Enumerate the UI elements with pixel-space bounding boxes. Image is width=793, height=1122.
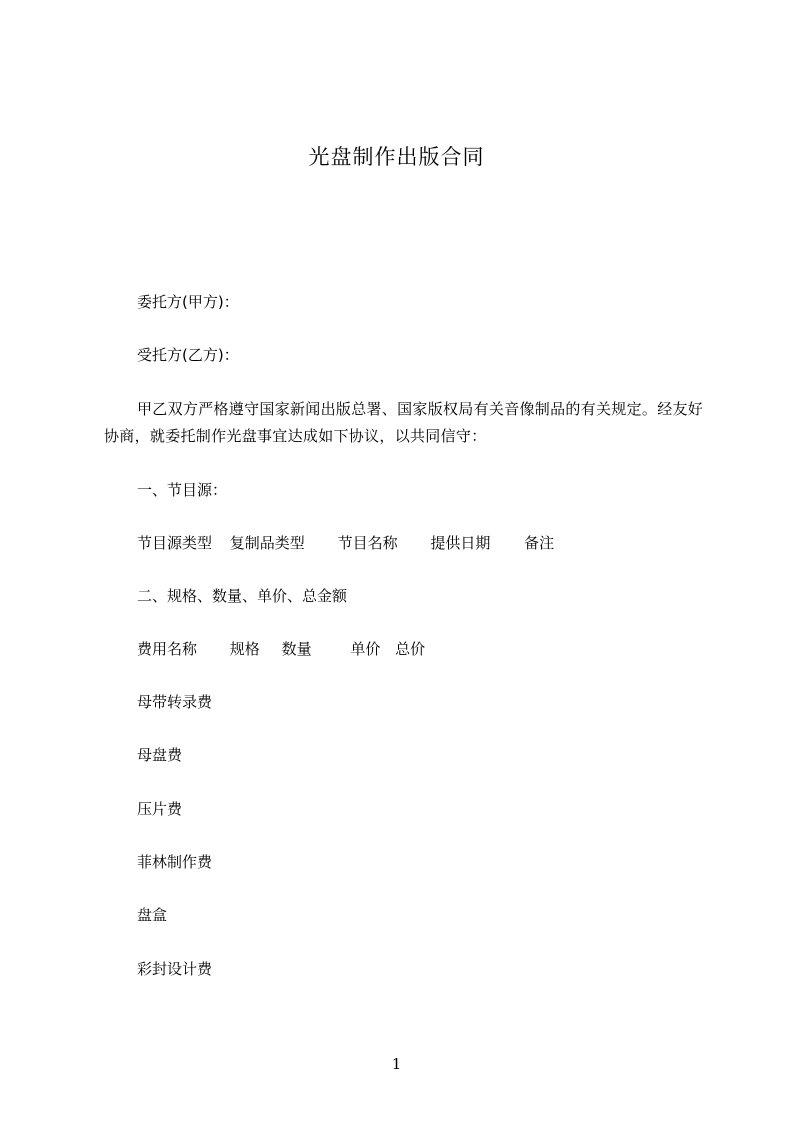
party-a-label: 委托方(甲方)： bbox=[137, 293, 239, 311]
page-number: 1 bbox=[391, 1055, 402, 1073]
document-title: 光盘制作出版合同 bbox=[308, 145, 485, 169]
fee-item: 彩封设计费 bbox=[137, 960, 213, 978]
column-header: 总价 bbox=[395, 640, 426, 658]
column-header: 费用名称 bbox=[137, 640, 198, 658]
section1-heading: 一、节目源： bbox=[137, 481, 228, 499]
party-b-label: 受托方(乙方)： bbox=[137, 346, 239, 364]
column-header: 提供日期 bbox=[430, 534, 491, 552]
column-header: 规格 bbox=[229, 640, 260, 658]
column-header: 数量 bbox=[281, 640, 312, 658]
section1-column-headers bbox=[137, 532, 554, 553]
fee-item: 压片费 bbox=[137, 800, 183, 818]
fee-item: 菲林制作费 bbox=[137, 853, 213, 871]
fee-item: 母带转录费 bbox=[137, 693, 213, 711]
fee-item: 母盘费 bbox=[137, 746, 183, 764]
column-header: 节目源类型 bbox=[137, 534, 213, 552]
column-header: 节目名称 bbox=[337, 534, 398, 552]
preamble-paragraph: 甲乙双方严格遵守国家新闻出版总署、国家版权局有关音像制品的有关规定。经友好协商，就委托制作光盘事宜达成如下协议，以共同信守： bbox=[104, 400, 704, 445]
column-header: 复制品类型 bbox=[229, 534, 305, 552]
column-header: 备注 bbox=[524, 534, 555, 552]
column-header: 单价 bbox=[350, 640, 381, 658]
section2-column-headers bbox=[137, 638, 425, 659]
fee-item: 盘盒 bbox=[137, 906, 168, 924]
section2-heading: 二、规格、数量、单价、总金额 bbox=[137, 587, 348, 605]
